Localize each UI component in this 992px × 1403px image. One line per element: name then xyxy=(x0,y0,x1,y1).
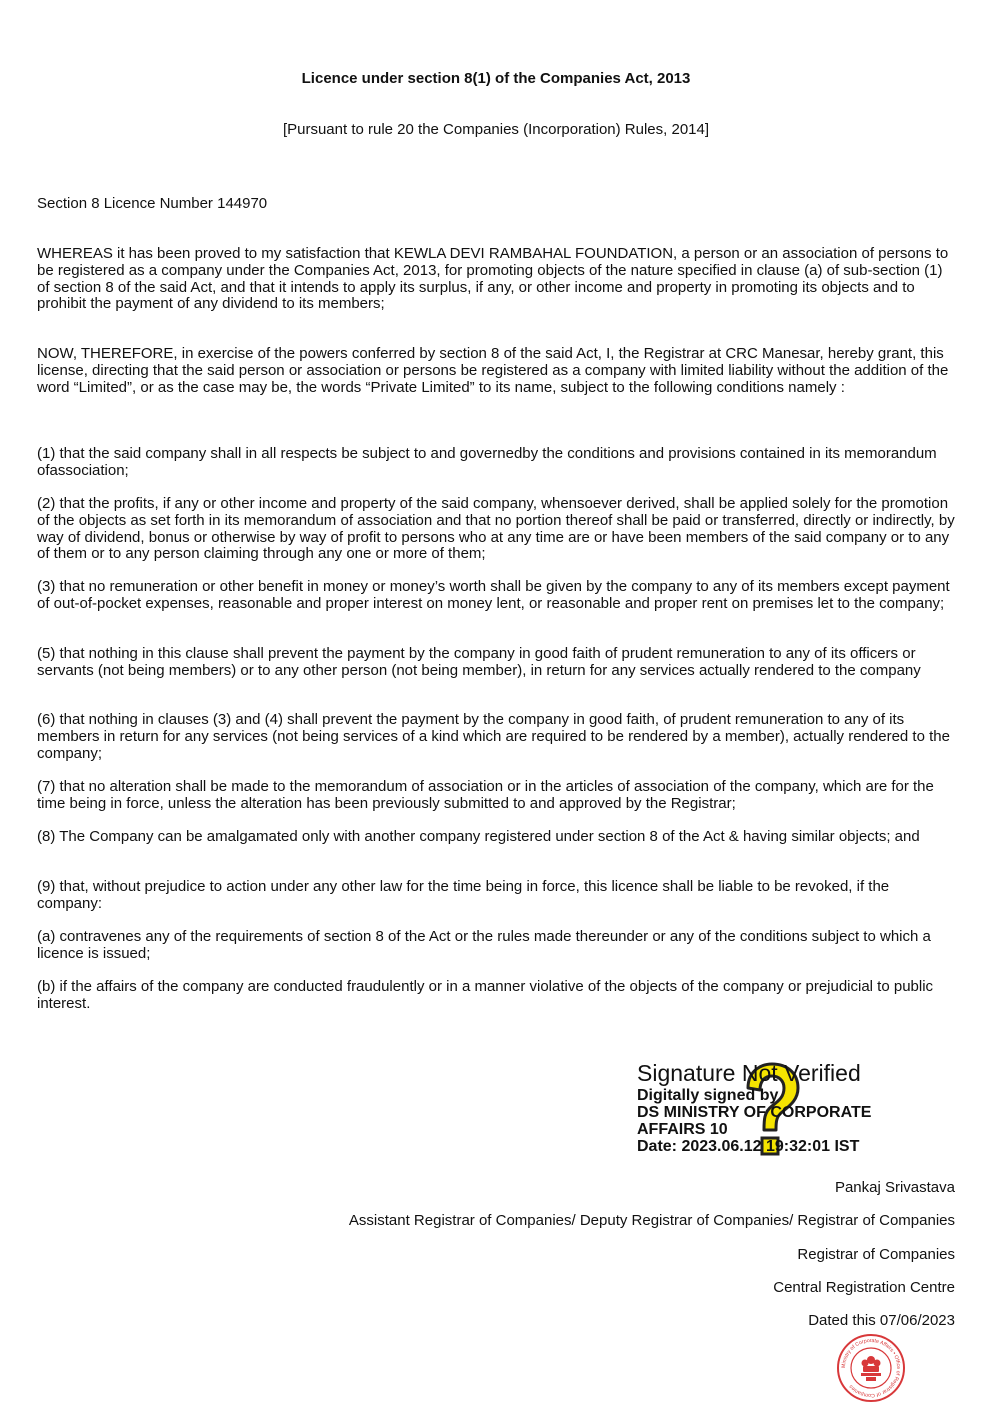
whereas-paragraph: WHEREAS it has been proved to my satisfaction that KEWLA DEVI RAMBAHAL FOUNDATION, a person or an association of persons to be registered as a company under the Companies Act, 2013, for promoting objects of the nature specified in clause (a) of sub-section (1) of section 8 of the said Act, and that it intends to apply its surplus, if any, or other income and property in promoting its objects and to prohibit the payment of any dividend to its members; xyxy=(37,245,949,313)
digital-signature-block xyxy=(637,1059,957,1155)
licence-number: Section 8 Licence Number 144970 xyxy=(37,195,268,212)
signatory-office: Registrar of Companies xyxy=(797,1246,955,1263)
signature-line-1: Digitally signed by xyxy=(637,1087,779,1104)
therefore-paragraph: NOW, THEREFORE, in exercise of the powers conferred by section 8 of the said Act, I, the Registrar at CRC Manesar, hereby grant, this license, directing that the said person or association or persons be registered as a company with limited liability without the addition of the word “Limited”, or as the case may be, the words “Private Limited” to its name, subject to the following conditions namely : xyxy=(37,345,949,396)
condition-2: (2) that the profits, if any or other income and property of the said company, whensoever derived, shall be applied solely for the promotion of the objects as set forth in its memorandum of association and that no portion thereof shall be paid or transferred, directly or indirectly, by way of dividend, bonus or otherwise by way of profit to persons who at any time are or have been members of the said company or to any of them or to any person claiming through any one or more of them; xyxy=(37,495,955,563)
condition-a: (a) contravenes any of the requirements of section 8 of the Act or the rules made thereunder or any of the conditions subject to which a licence is issued; xyxy=(37,928,931,962)
signatory-centre: Central Registration Centre xyxy=(773,1279,955,1296)
condition-9: (9) that, without prejudice to action under any other law for the time being in force, this licence shall be liable to be revoked, if the company: xyxy=(37,878,890,912)
signature-date: Date: 2023.06.12 19:32:01 IST xyxy=(637,1138,860,1155)
document-subtitle: [Pursuant to rule 20 the Companies (Incorporation) Rules, 2014] xyxy=(282,121,710,138)
condition-5: (5) that nothing in this clause shall prevent the payment by the company in good faith of prudent remuneration to any of its officers or servants (not being members) or to any other person (not being member), in return for any services actually rendered to the company xyxy=(37,645,921,679)
signatory-designation: Assistant Registrar of Companies/ Deputy Registrar of Companies/ Registrar of Companies xyxy=(348,1212,955,1229)
condition-b: (b) if the affairs of the company are conducted fraudulently or in a manner violative of the objects of the company or prejudicial to public interest. xyxy=(37,978,934,1012)
document-title: Licence under section 8(1) of the Companies Act, 2013 xyxy=(301,70,691,87)
condition-6: (6) that nothing in clauses (3) and (4) shall prevent the payment by the company in good faith, of prudent remuneration to any of its members in return for any services (not being services of a kind which are required to be rendered by a member), actually rendered to the company; xyxy=(37,711,950,762)
condition-7: (7) that no alteration shall be made to the memorandum of association or in the articles of association of the company, which are for the time being in force, unless the alteration has been previously submitted to and approved by the Registrar; xyxy=(37,778,934,812)
signature-line-3: AFFAIRS 10 xyxy=(637,1121,728,1138)
seal-text: Ministry of Corporate Affairs • Office of Registrar of Companies xyxy=(840,1337,902,1399)
signatory-name: Pankaj Srivastava xyxy=(834,1179,955,1196)
dated-line: Dated this 07/06/2023 xyxy=(808,1312,955,1329)
signature-status: Signature Not Verified xyxy=(637,1060,861,1086)
condition-3: (3) that no remuneration or other benefit in money or money’s worth shall be given by the company to any of its members except payment of out-of-pocket expenses, reasonable and proper interest on money lent, or reasonable and proper rent on premises let to the company; xyxy=(37,578,950,612)
condition-1: (1) that the said company shall in all respects be subject to and governedby the conditions and provisions contained in its memorandum ofassociation; xyxy=(37,445,937,479)
condition-8: (8) The Company can be amalgamated only with another company registered under section 8 of the Act & having similar objects; and xyxy=(37,828,920,845)
ministry-seal-icon xyxy=(836,1333,906,1403)
signature-line-2: DS MINISTRY OF CORPORATE xyxy=(637,1104,872,1121)
